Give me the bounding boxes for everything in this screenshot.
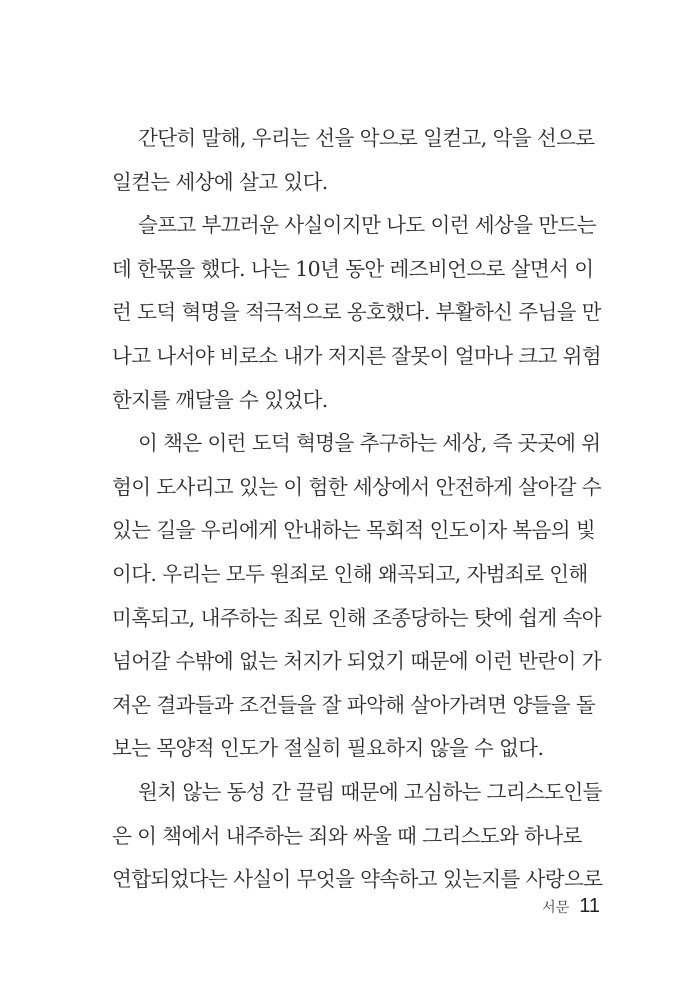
text-line: 한지를 깨달을 수 있었다. [112,387,328,412]
page-footer [542,895,600,918]
text-line: 슬프고 부끄러운 사실이지만 나도 이런 세상을 만드는 [138,213,596,238]
text-line: 있는 길을 우리에게 안내하는 목회적 인도이자 복음의 빛 [112,518,596,543]
text-line: 데 한몫을 했다. 나는 10년 동안 레즈비언으로 살면서 이 [112,256,594,281]
text-line: 간단히 말해, 우리는 선을 악으로 일컫고, 악을 선으로 [138,126,595,150]
section-label: 서문 [542,900,570,916]
text-line: 연합되었다는 사실이 무엇을 약속하고 있는지를 사랑으로 [112,867,603,892]
text-line: 이 책은 이런 도덕 혁명을 추구하는 세상, 즉 곳곳에 위 [138,431,601,456]
text-line: 나고 나서야 비로소 내가 저지른 잘못이 얼마나 크고 위험 [112,343,601,368]
text-line: 미혹되고, 내주하는 죄로 인해 조종당하는 탓에 쉽게 속아 [112,605,601,630]
text-line: 원치 않는 동성 간 끌림 때문에 고심하는 그리스도인들 [138,779,602,804]
text-line: 져온 결과들과 조건들을 잘 파악해 살아가려면 양들을 돌 [112,692,596,717]
text-line: 일컫는 세상에 살고 있다. [112,169,328,194]
text-line: 런 도덕 혁명을 적극적으로 옹호했다. 부활하신 주님을 만 [112,300,601,325]
text-line: 험이 도사리고 있는 이 험한 세상에서 안전하게 살아갈 수 [112,474,601,499]
body-text [112,117,603,902]
text-line: 은 이 책에서 내주하는 죄와 싸울 때 그리스도와 하나로 [112,823,582,848]
text-line: 이다. 우리는 모두 원죄로 인해 왜곡되고, 자범죄로 인해 [112,561,588,586]
page-number: 11 [579,895,600,917]
text-line: 보는 목양적 인도가 절실히 필요하지 않을 수 없다. [112,736,544,761]
text-line: 넘어갈 수밖에 없는 처지가 되었기 때문에 이런 반란이 가 [112,649,601,674]
